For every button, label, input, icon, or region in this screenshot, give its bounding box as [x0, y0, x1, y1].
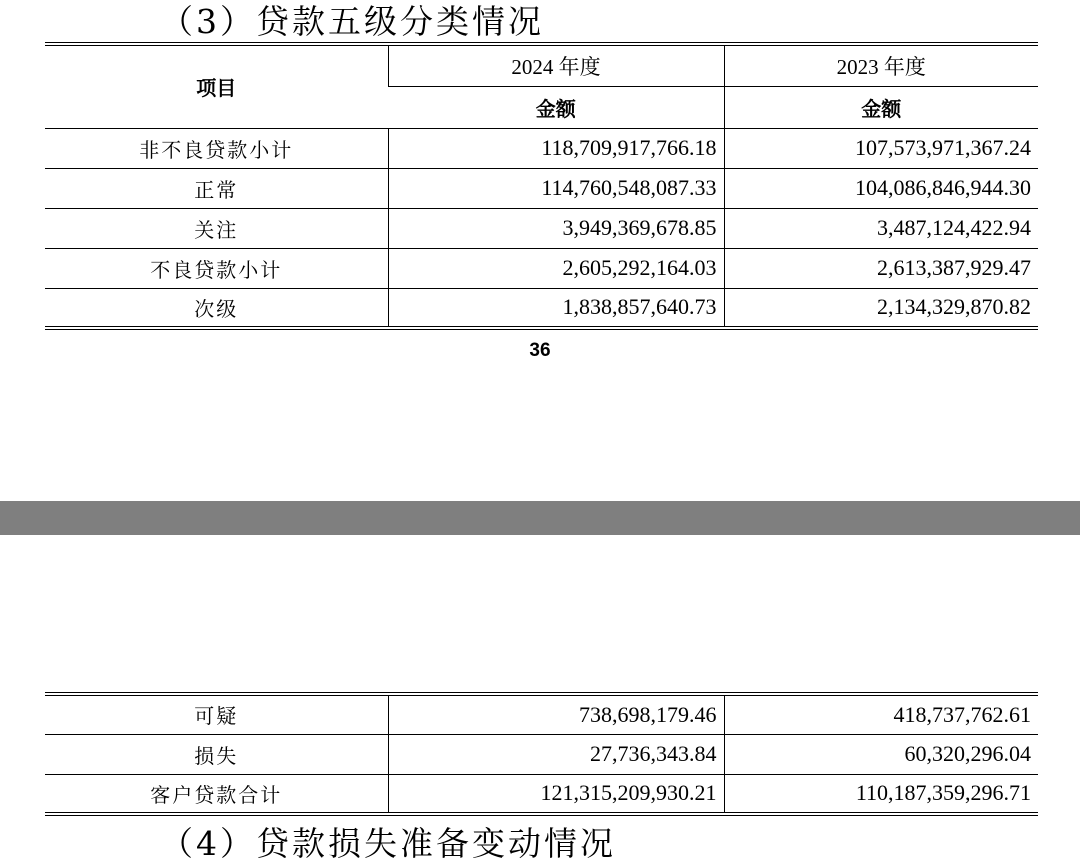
loan-classification-table-top	[45, 42, 1038, 330]
row-label: 客户贷款合计	[45, 774, 388, 814]
section-title: （3）贷款五级分类情况	[160, 2, 544, 41]
header-item: 项目	[45, 44, 388, 128]
table-row	[45, 694, 1038, 734]
row-label: 关注	[45, 208, 388, 248]
row-label: 损失	[45, 734, 388, 774]
header-amount-2023: 金额	[724, 86, 1038, 128]
table-row	[45, 168, 1038, 208]
header-amount-2024: 金额	[388, 86, 724, 128]
row-label: 不良贷款小计	[45, 248, 388, 288]
next-section-title-partial	[160, 816, 660, 863]
table-row	[45, 208, 1038, 248]
header-year-2024: 2024 年度	[388, 44, 724, 86]
row-value-2024: 1,838,857,640.73	[388, 288, 724, 328]
row-value-2023: 104,086,846,944.30	[724, 168, 1038, 208]
row-value-2024: 118,709,917,766.18	[388, 128, 724, 168]
row-value-2024: 3,949,369,678.85	[388, 208, 724, 248]
row-value-2024: 2,605,292,164.03	[388, 248, 724, 288]
row-value-2023: 3,487,124,422.94	[724, 208, 1038, 248]
table-row	[45, 128, 1038, 168]
row-value-2023: 2,134,329,870.82	[724, 288, 1038, 328]
row-value-2024: 738,698,179.46	[388, 694, 724, 734]
next-section-title-text: （4）贷款损失准备变动情况	[160, 824, 616, 863]
row-value-2023: 2,613,387,929.47	[724, 248, 1038, 288]
row-value-2024: 121,315,209,930.21	[388, 774, 724, 814]
row-value-2023: 107,573,971,367.24	[724, 128, 1038, 168]
table-row	[45, 774, 1038, 814]
table-row	[45, 288, 1038, 328]
loan-classification-table-bottom	[45, 692, 1038, 816]
row-value-2023: 418,737,762.61	[724, 694, 1038, 734]
row-value-2024: 27,736,343.84	[388, 734, 724, 774]
table-row	[45, 734, 1038, 774]
table-row	[45, 248, 1038, 288]
row-value-2023: 60,320,296.04	[724, 734, 1038, 774]
row-label: 非不良贷款小计	[45, 128, 388, 168]
row-value-2023: 110,187,359,296.71	[724, 774, 1038, 814]
page-number: 36	[529, 340, 551, 361]
page-separator	[0, 501, 1080, 535]
header-year-2023: 2023 年度	[724, 44, 1038, 86]
row-label: 次级	[45, 288, 388, 328]
row-label: 可疑	[45, 694, 388, 734]
row-label: 正常	[45, 168, 388, 208]
row-value-2024: 114,760,548,087.33	[388, 168, 724, 208]
